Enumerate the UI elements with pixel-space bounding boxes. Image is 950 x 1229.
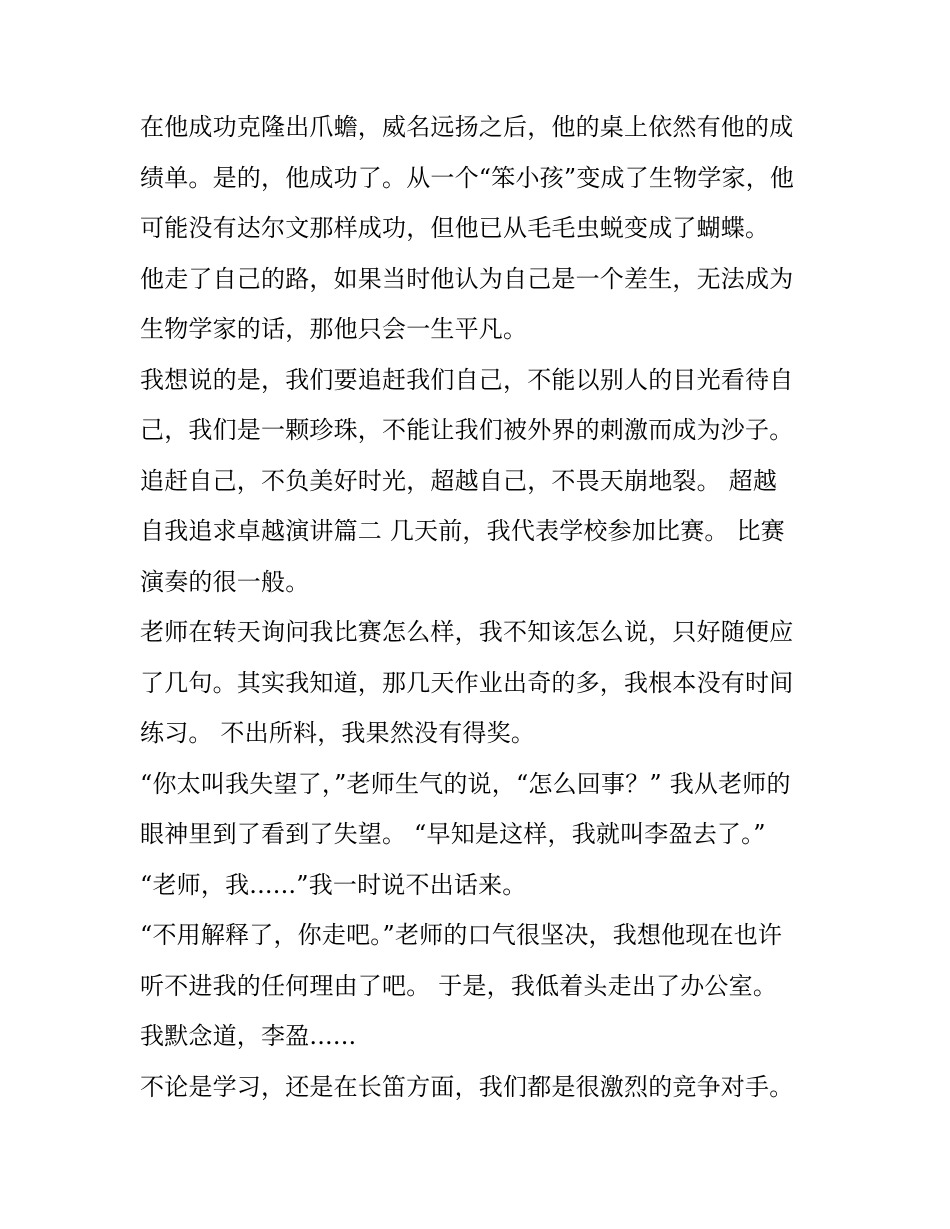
text-line: 自我追求卓越演讲篇二 几天前，我代表学校参加比赛。 比赛 xyxy=(140,517,785,545)
text-line: 追赶自己，不负美好时光，超越自己，不畏天崩地裂。 超越 xyxy=(140,466,778,495)
text-line: 己，我们是一颗珍珠，不能让我们被外界的刺激而成为沙子。 xyxy=(140,416,794,444)
paragraph-7 xyxy=(140,910,820,1062)
text-line: “不用解释了，你走吧。”老师的口气很坚决，我想他现在也许 xyxy=(140,921,783,949)
text-line: 了几句。其实我知道，那几天作业出奇的多，我根本没有时间 xyxy=(140,668,794,697)
paragraph-4 xyxy=(140,607,820,759)
paragraph-6 xyxy=(140,860,820,911)
text-line: 绩单。是的，他成功了。从一个“笨小孩”变成了生物学家，他 xyxy=(140,163,795,192)
paragraph-5 xyxy=(140,759,820,860)
text-line: 练习。 不出所料，我果然没有得奖。 xyxy=(140,719,536,747)
paragraph-8 xyxy=(140,1062,820,1113)
paragraph-1 xyxy=(140,102,820,254)
text-line: 我默念道，李盈...... xyxy=(140,1022,357,1050)
text-line: “你太叫我失望了，”老师生气的说，“怎么回事？” 我从老师的 xyxy=(140,769,791,798)
paragraph-2 xyxy=(140,254,820,355)
document-body xyxy=(140,102,820,1112)
text-line: 听不进我的任何理由了吧。 于是，我低着头走出了办公室。 xyxy=(140,971,778,1000)
text-line: 演奏的很一般。 xyxy=(140,567,310,596)
text-line: 生物学家的话，那他只会一生平凡。 xyxy=(140,315,528,343)
text-line: “老师，我......”我一时说不出话来。 xyxy=(140,870,527,899)
paragraph-3 xyxy=(140,355,820,608)
text-line: 老师在转天询问我比赛怎么样，我不知该怎么说，只好随便应 xyxy=(140,618,794,646)
text-line: 在他成功克隆出爪蟾，威名远扬之后，他的桌上依然有他的成 xyxy=(140,113,794,141)
text-line: 他走了自己的路，如果当时他认为自己是一个差生，无法成为 xyxy=(140,264,794,293)
text-line: 可能没有达尔文那样成功，但他已从毛毛虫蜕变成了蝴蝶。 xyxy=(140,214,770,242)
text-line: 我想说的是，我们要追赶我们自己，不能以别人的目光看待自 xyxy=(140,365,794,394)
text-line: 不论是学习，还是在长笛方面，我们都是很激烈的竞争对手。 xyxy=(140,1072,794,1101)
text-line: 眼神里到了看到了失望。 “早知是这样，我就叫李盈去了。” xyxy=(140,820,766,848)
